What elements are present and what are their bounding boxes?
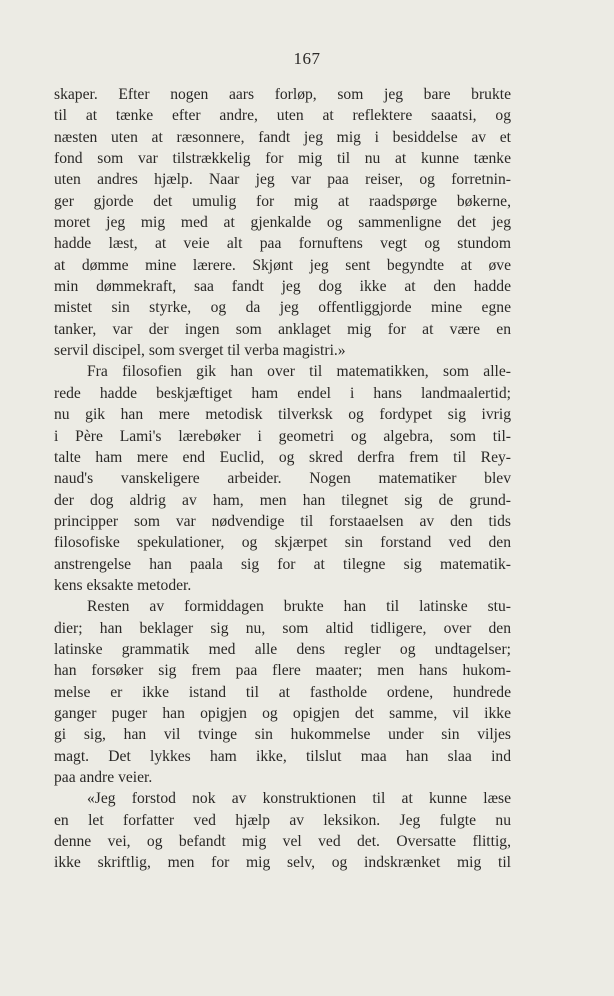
text-line: en let forfatter ved hjælp av leksikon. Jeg fulgte nu	[54, 811, 511, 829]
text-line: i Père Lami's lærebøker i geometri og algebra, som til-	[54, 427, 511, 445]
text-line: latinske grammatik med alle dens regler og undtagelser;	[54, 640, 511, 658]
text-line: der dog aldrig av ham, men han tilegnet sig de grund-	[54, 491, 511, 509]
text-line: kens eksakte metoder.	[54, 576, 192, 594]
text-line: nu gik han mere metodisk tilverksk og fordypet sig ivrig	[54, 406, 511, 424]
text-line: filosofiske spekulationer, og skjærpet sin forstand ved den	[54, 534, 511, 552]
text-line: naud's vanskeligere arbeider. Nogen matematiker blev	[54, 470, 511, 488]
text-line: «Jeg forstod nok av konstruktionen til at kunne læse	[87, 790, 511, 808]
text-line: mistet sin styrke, og da jeg offentliggjorde mine egne	[54, 299, 511, 317]
text-line: fond som var tilstrækkelig for mig til nu at kunne tænke	[54, 150, 511, 168]
text-line: moret jeg mig med at gjenkalde og sammenligne det jeg	[54, 214, 511, 232]
text-line: servil discipel, som sverget til verba magistri.»	[54, 342, 346, 360]
body-text	[54, 84, 511, 874]
text-line: tanker, var der ingen som anklaget mig for at være en	[54, 320, 511, 338]
text-line: til at tænke efter andre, uten at reflektere saaatsi, og	[54, 107, 511, 125]
text-line: næsten uten at ræsonnere, fandt jeg mig i besiddelse av et	[54, 128, 511, 146]
text-line: Fra filosofien gik han over til matematikken, som alle-	[87, 363, 511, 381]
text-line: at dømme mine lærere. Skjønt jeg sent begyndte at øve	[54, 256, 511, 274]
text-line: min dømmekraft, saa fandt jeg dog ikke at den hadde	[54, 278, 511, 296]
text-line: dier; han beklager sig nu, som altid tidligere, over den	[54, 619, 511, 637]
text-line: gi sig, han vil tvinge sin hukommelse under sin viljes	[54, 726, 511, 744]
text-line: talte ham mere end Euclid, og skred derfra frem til Rey-	[54, 448, 511, 466]
text-line: ikke skriftlig, men for mig selv, og indskrænket mig til	[54, 854, 511, 872]
text-line: Resten av formiddagen brukte han til latinske stu-	[87, 598, 511, 616]
text-line: anstrengelse han paala sig for at tilegne sig matematik-	[54, 555, 511, 573]
text-line: rede hadde beskjæftiget ham endel i hans landmaalertid;	[54, 384, 511, 402]
text-line: han forsøker sig frem paa flere maater; men hans hukom-	[54, 662, 511, 680]
text-line: uten andres hjælp. Naar jeg var paa reiser, og forretnin-	[54, 171, 511, 189]
page-number: 167	[293, 49, 321, 68]
text-line: ger gjorde det umulig for mig at raadspørge bøkerne,	[54, 192, 511, 210]
text-line: paa andre veier.	[54, 769, 153, 786]
text-line: skaper. Efter nogen aars forløp, som jeg bare brukte	[54, 86, 511, 103]
text-line: magt. Det lykkes ham ikke, tilslut maa han slaa ind	[54, 747, 511, 765]
text-line: ganger puger han opigjen og opigjen det samme, vil ikke	[54, 704, 511, 722]
text-line: melse er ikke istand til at fastholde ordene, hundrede	[54, 683, 511, 701]
text-line: denne vei, og befandt mig vel ved det. Oversatte flittig,	[54, 833, 511, 851]
text-line: principper som var nødvendige til forstaaelsen av den tids	[54, 512, 511, 530]
text-line: hadde læst, at veie alt paa fornuftens vegt og stundom	[54, 235, 511, 253]
